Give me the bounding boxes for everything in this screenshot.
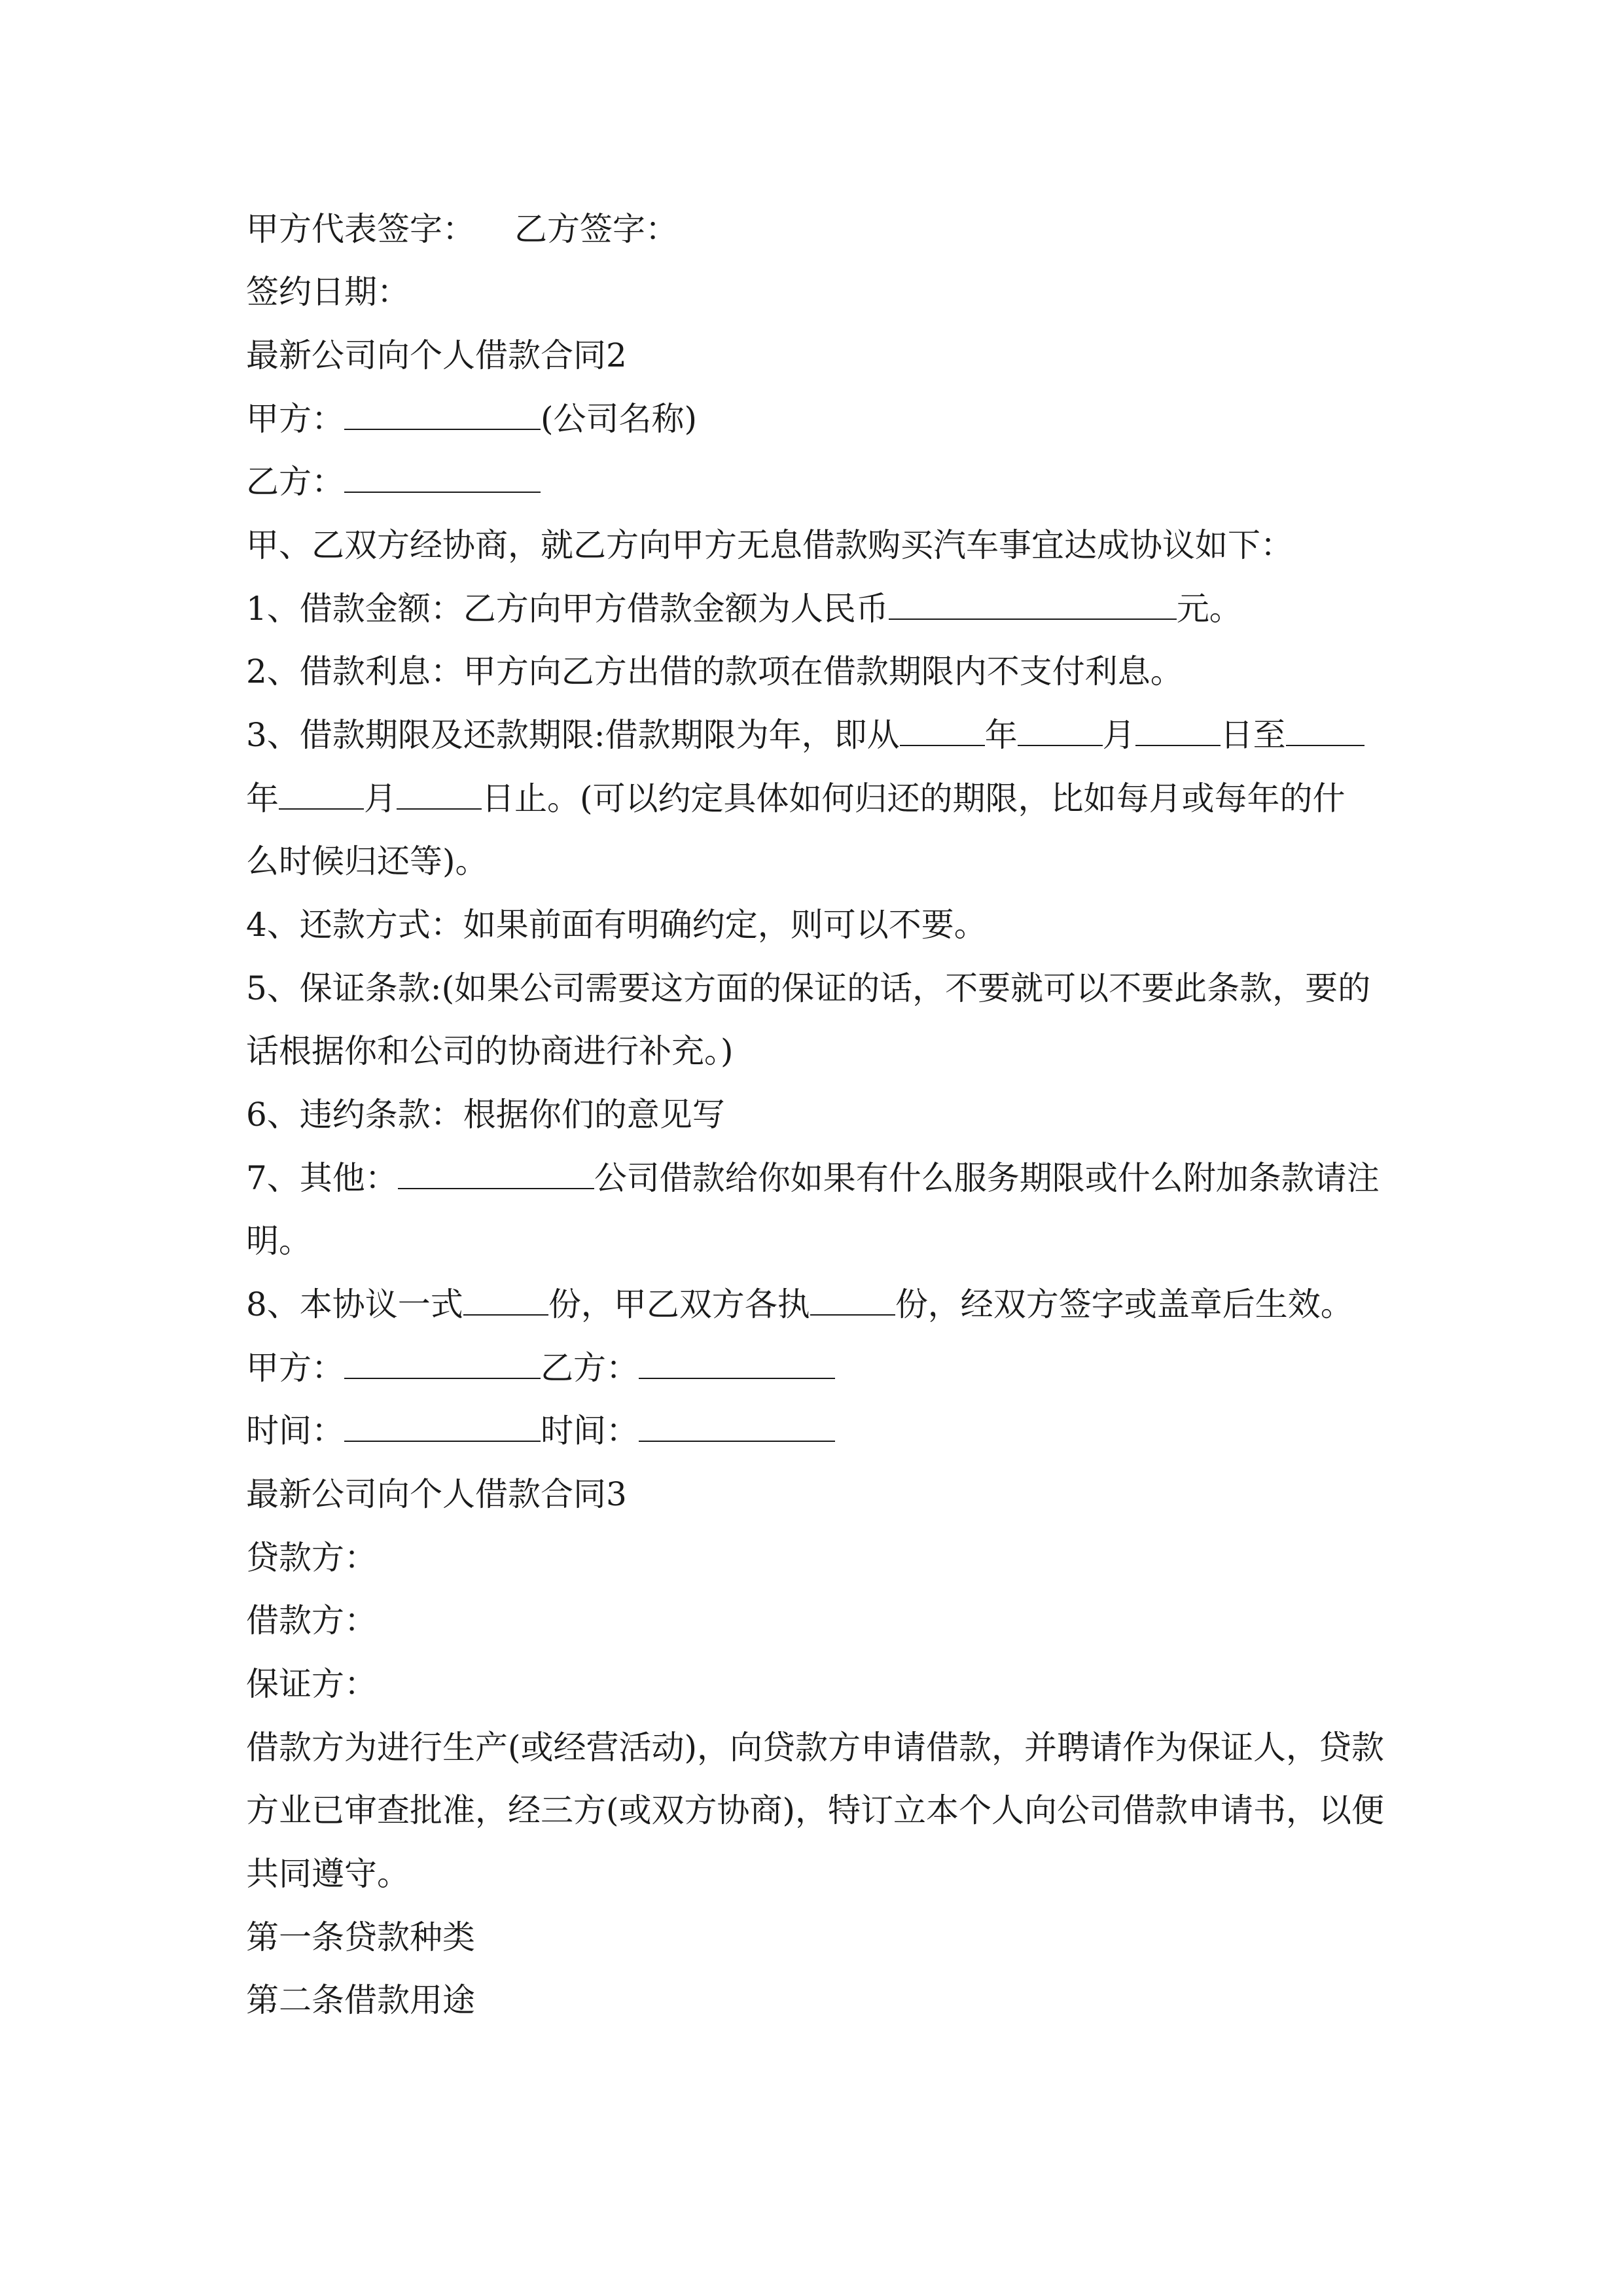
borrower-label: 借款方： [246,1602,377,1640]
party-b-label: 乙方： [246,463,344,501]
party-b-sign-label: 乙方： [541,1349,639,1387]
clause-8-text-2: 份，甲乙双方各执 [548,1285,810,1323]
end-month-blank [279,780,364,810]
party-a-sign-blank [344,1349,541,1379]
clause-7-text: 公司借款给你如果有什么服务期限或什么附加条款请注 [594,1159,1380,1197]
end-year-blank [1286,716,1364,746]
year-label: 年 [984,716,1018,754]
signature-line [246,209,1380,249]
copies-each-blank [810,1285,895,1316]
clause-1-text: 1、借款金额：乙方向甲方借款金额为人民币 [246,590,889,628]
clause-1-unit: 元。 [1176,590,1242,628]
month-label: 月 [1102,716,1135,754]
preamble-line-3: 共同遵守。 [246,1855,410,1893]
clause-3-line-1 [246,715,1380,755]
start-month-blank [1018,716,1103,746]
contract-2-title: 最新公司向个人借款合同2 [246,336,627,374]
company-name-hint: (公司名称) [541,400,698,438]
end-day-blank [397,780,482,810]
month-label: 月 [364,780,397,817]
clause-2: 2、借款利息：甲方向乙方出借的款项在借款期限内不支付利息。 [246,653,1183,691]
party-a-label: 甲方： [246,400,344,438]
signing-date-label: 签约日期： [246,273,410,311]
dates-sign-line [246,1411,1380,1450]
article-2-heading: 第二条借款用途 [246,1981,475,2019]
parties-sign-line [246,1348,1380,1388]
party-a-blank [344,400,541,430]
other-blank [398,1159,594,1189]
contract-3-title: 最新公司向个人借款合同3 [246,1475,627,1513]
preamble-line-2: 方业已审查批准，经三方(或双方协商)，特订立本个人向公司借款申请书，以便 [246,1791,1385,1829]
clause-3-line-2 [246,779,1380,818]
clause-6: 6、违约条款：根据你们的意见写 [246,1096,725,1134]
party-b-sign-blank [639,1349,835,1379]
clause-5-line-2: 话根据你和公司的协商进行补充。) [246,1032,734,1070]
party-b-blank [344,463,541,493]
start-year-blank [900,716,985,746]
start-day-blank [1135,716,1221,746]
party-b-date-label: 时间： [541,1412,639,1450]
clause-3-text: 3、借款期限及还款期限:借款期限为年，即从 [246,716,900,754]
clause-7-label: 7、其他： [246,1159,398,1197]
clause-7-line-2: 明。 [246,1222,312,1260]
clause-3-line-3: 么时候归还等)。 [246,842,488,880]
loan-amount-blank [889,590,1177,620]
clause-1 [246,589,1380,628]
article-1-heading: 第一条贷款种类 [246,1918,475,1956]
clause-8-text-1: 8、本协议一式 [246,1285,463,1323]
party-b-date-blank [639,1412,835,1442]
clause-8-text-3: 份，经双方签字或盖章后生效。 [895,1285,1353,1323]
year-label: 年 [246,780,279,817]
party-b-signature-label: 乙方签字： [514,210,678,248]
clause-8 [246,1285,1380,1324]
guarantor-label: 保证方： [246,1665,377,1703]
party-a-date-blank [344,1412,541,1442]
party-a-date-label: 时间： [246,1412,344,1450]
party-b-line [246,462,1380,501]
clause-3-note: 日止。(可以约定具体如何归还的期限，比如每月或每年的什 [482,780,1346,817]
agreement-intro: 甲、乙双方经协商，就乙方向甲方无息借款购买汽车事宜达成协议如下： [246,526,1293,564]
clause-5-line-1: 5、保证条款:(如果公司需要这方面的保证的话，不要就可以不要此条款，要的 [246,969,1371,1007]
day-to-label: 日至 [1220,716,1286,754]
party-a-line [246,399,1380,439]
party-a-rep-signature-label: 甲方代表签字： [246,210,475,248]
lender-label: 贷款方： [246,1539,377,1577]
preamble-line-1: 借款方为进行生产(或经营活动)，向贷款方申请借款，并聘请作为保证人，贷款 [246,1729,1385,1767]
clause-4: 4、还款方式：如果前面有明确约定，则可以不要。 [246,906,987,944]
clause-7-line-1 [246,1158,1380,1198]
copies-total-blank [463,1285,548,1316]
party-a-sign-label: 甲方： [246,1349,344,1387]
